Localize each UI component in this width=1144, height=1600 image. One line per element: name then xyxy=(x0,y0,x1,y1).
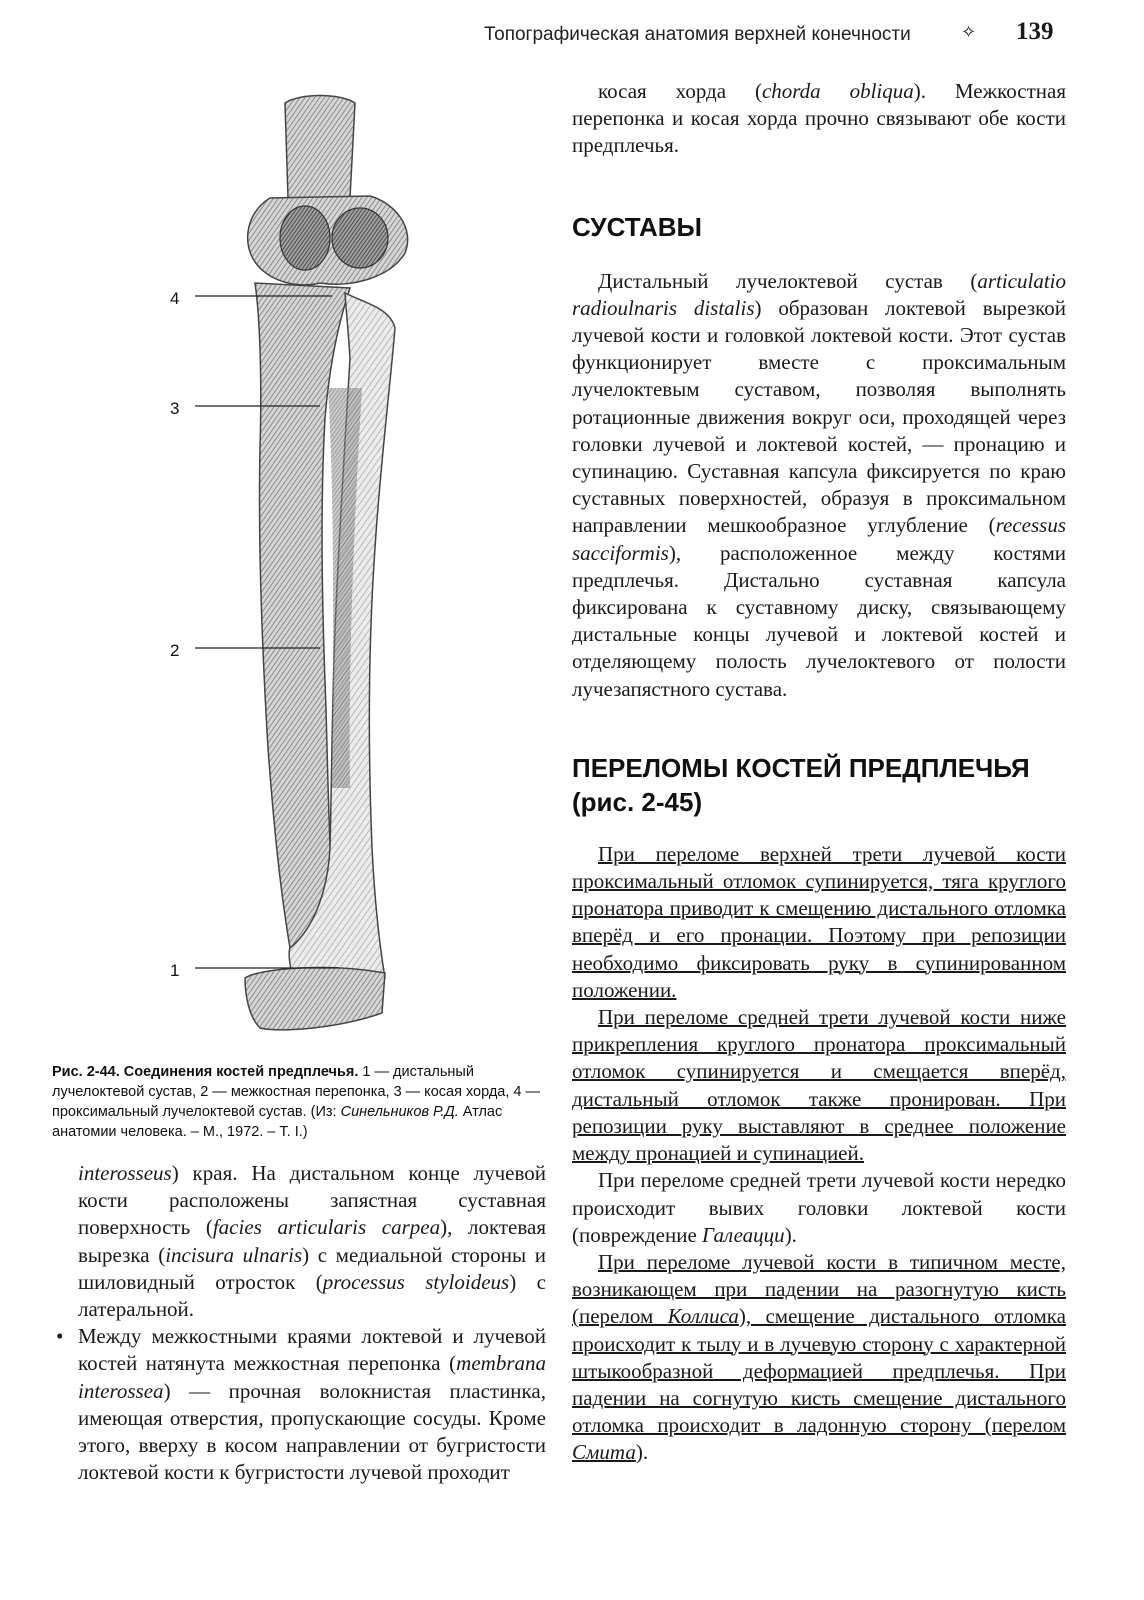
caption-author: Синельников Р.Д. xyxy=(340,1104,459,1120)
text-run: ), расположенное между костями предплечья. Дистально суставная капсула фиксирована к суставному диску, связывающему дистальные концы лучевой и локтевой костей и отделяющему полость лучелоктевого от полости лучезапястного сустава. xyxy=(572,540,1066,701)
heading-line-1: ПЕРЕЛОМЫ КОСТЕЙ ПРЕДПЛЕЧЬЯ xyxy=(572,752,1030,783)
eponym: Галеацци xyxy=(702,1222,785,1247)
right-column-text xyxy=(572,78,1066,1467)
figure-caption xyxy=(52,1062,546,1142)
label-4: 4 xyxy=(170,289,180,308)
text-run: ) с медиальной стороны и шиловидный отросток ( xyxy=(78,1242,546,1294)
latin-term: chorda obliqua xyxy=(761,79,914,103)
running-title: Топографическая анатомия верхней конечности xyxy=(484,24,911,45)
text-run: При переломе верхней трети лучевой кости проксимальный отломок супинируется, тяга круглого пронатора приводит к смещению дистального отломка вперёд и его пронации. Поэтому при репозиции необходимо фиксировать руку в супинированном положении. xyxy=(572,841,1066,1002)
latin-term: facies articularis carpea xyxy=(212,1215,441,1240)
text-run: ). xyxy=(635,1440,649,1465)
caption-text: 1 — дистальный лучелоктевой сустав, 2 — межкостная перепонка, 3 — косая хорда, 4 — проксимальный лучелоктевой сустав. (Из: xyxy=(52,1064,541,1120)
fracture-paragraph-2 xyxy=(572,1004,1066,1167)
left-bullet-paragraph xyxy=(52,1323,546,1486)
forearm-illustration xyxy=(150,88,570,1038)
caption-source: Атлас анатомии человека. – М., 1972. – Т. I.) xyxy=(52,1104,503,1140)
page-header xyxy=(484,18,1064,50)
eponym: Коллиса xyxy=(667,1304,739,1329)
left-column-text xyxy=(52,1160,546,1486)
text-run: При переломе средней трети лучевой кости ниже прикрепления круглого пронатора проксимальный отломок супинируется и смещается вперёд, дистальный отломок также пронирован. При репозиции руку выставляют в среднее положение между пронацией и супинацией. xyxy=(572,1005,1066,1166)
text-run: ) с латеральной. xyxy=(78,1269,546,1322)
label-1: 1 xyxy=(170,961,180,980)
text-run: ). xyxy=(784,1222,797,1247)
latin-term: membrana interossea xyxy=(78,1351,546,1403)
text-run: ) — прочная волокнистая пластинка, имеющая отверстия, пропускающие сосуды. Кроме этого, вверху в косом направлении от бугристости локтевой кости к бугристости лучевой проходит xyxy=(78,1378,546,1485)
trochlea xyxy=(280,206,330,270)
heading-fractures xyxy=(572,751,1066,819)
latin-term: interosseus xyxy=(78,1161,172,1185)
latin-term: processus styloideus xyxy=(322,1269,510,1294)
text-run: Между межкостными краями локтевой и лучевой костей натянута межкостная перепонка ( xyxy=(78,1324,546,1376)
fracture-paragraph-3 xyxy=(572,1167,1066,1249)
label-3: 3 xyxy=(170,399,180,418)
heading-joints: СУСТАВЫ xyxy=(572,211,702,242)
fracture-paragraph-4 xyxy=(572,1249,1066,1467)
text-run: При переломе средней трети лучевой кости нередко происходит вывих головки локтевой кости (повреждение xyxy=(572,1168,1066,1247)
heading-line-2: (рис. 2-45) xyxy=(572,786,703,817)
label-2: 2 xyxy=(170,641,180,660)
latin-term: recessus sacciformis xyxy=(572,513,1066,565)
latin-term: articulatio radioulnaris distalis xyxy=(572,268,1066,320)
forearm-bones-figure xyxy=(150,88,570,1038)
text-run: При переломе лучевой кости в типичном месте, возникающем при падении на разогнутую кисть (перелом xyxy=(572,1249,1066,1329)
text-run: ). Межкостная перепонка и косая хорда прочно связывают обе кости предплечья. xyxy=(572,79,1066,158)
fracture-paragraph-1 xyxy=(572,841,1066,1004)
diamond-ornament-icon: ✧ xyxy=(961,22,977,43)
text-run: ), смещение дистального отломка происходит к тылу и в лучевую сторону с характерной штыкообразной деформацией предплечья. При падении на согнутую кисть смещение дистального отломка происходит в ладонную сторону (перелом xyxy=(572,1304,1067,1438)
capitulum xyxy=(332,208,388,268)
distal-ends xyxy=(245,968,385,1030)
left-paragraph-1 xyxy=(52,1160,546,1323)
humerus-shaft xyxy=(285,96,355,199)
text-run: Дистальный лучелоктевой сустав ( xyxy=(598,268,978,293)
text-run: ) края. На дистальном конце лучевой кости расположены запястная суставная поверхность ( xyxy=(78,1161,546,1240)
text-run: ), локтевая вырезка ( xyxy=(78,1215,546,1267)
latin-term: incisura ulnaris xyxy=(165,1242,303,1267)
page-number: 139 xyxy=(1016,18,1054,45)
caption-title: Рис. 2-44. Соединения костей предплечья. xyxy=(52,1064,359,1080)
joints-paragraph xyxy=(572,268,1066,703)
bullet-icon: • xyxy=(56,1324,64,1349)
text-run: косая хорда ( xyxy=(598,79,762,103)
eponym: Смита xyxy=(572,1440,636,1465)
intro-paragraph xyxy=(572,78,1066,160)
text-run: ) образован локтевой вырезкой лучевой кости и головкой локтевой кости. Этот сустав функционирует вместе с проксимальным лучелоктевым суставом, позволяя выполнять ротационные движения вокруг оси, проходящей через головки лучевой и локтевой костей, — пронацию и супинацию. Суставная капсула фиксируется по краю суставных поверхностей, образуя в проксимальном направлении мешкообразное углубление ( xyxy=(572,295,1066,538)
